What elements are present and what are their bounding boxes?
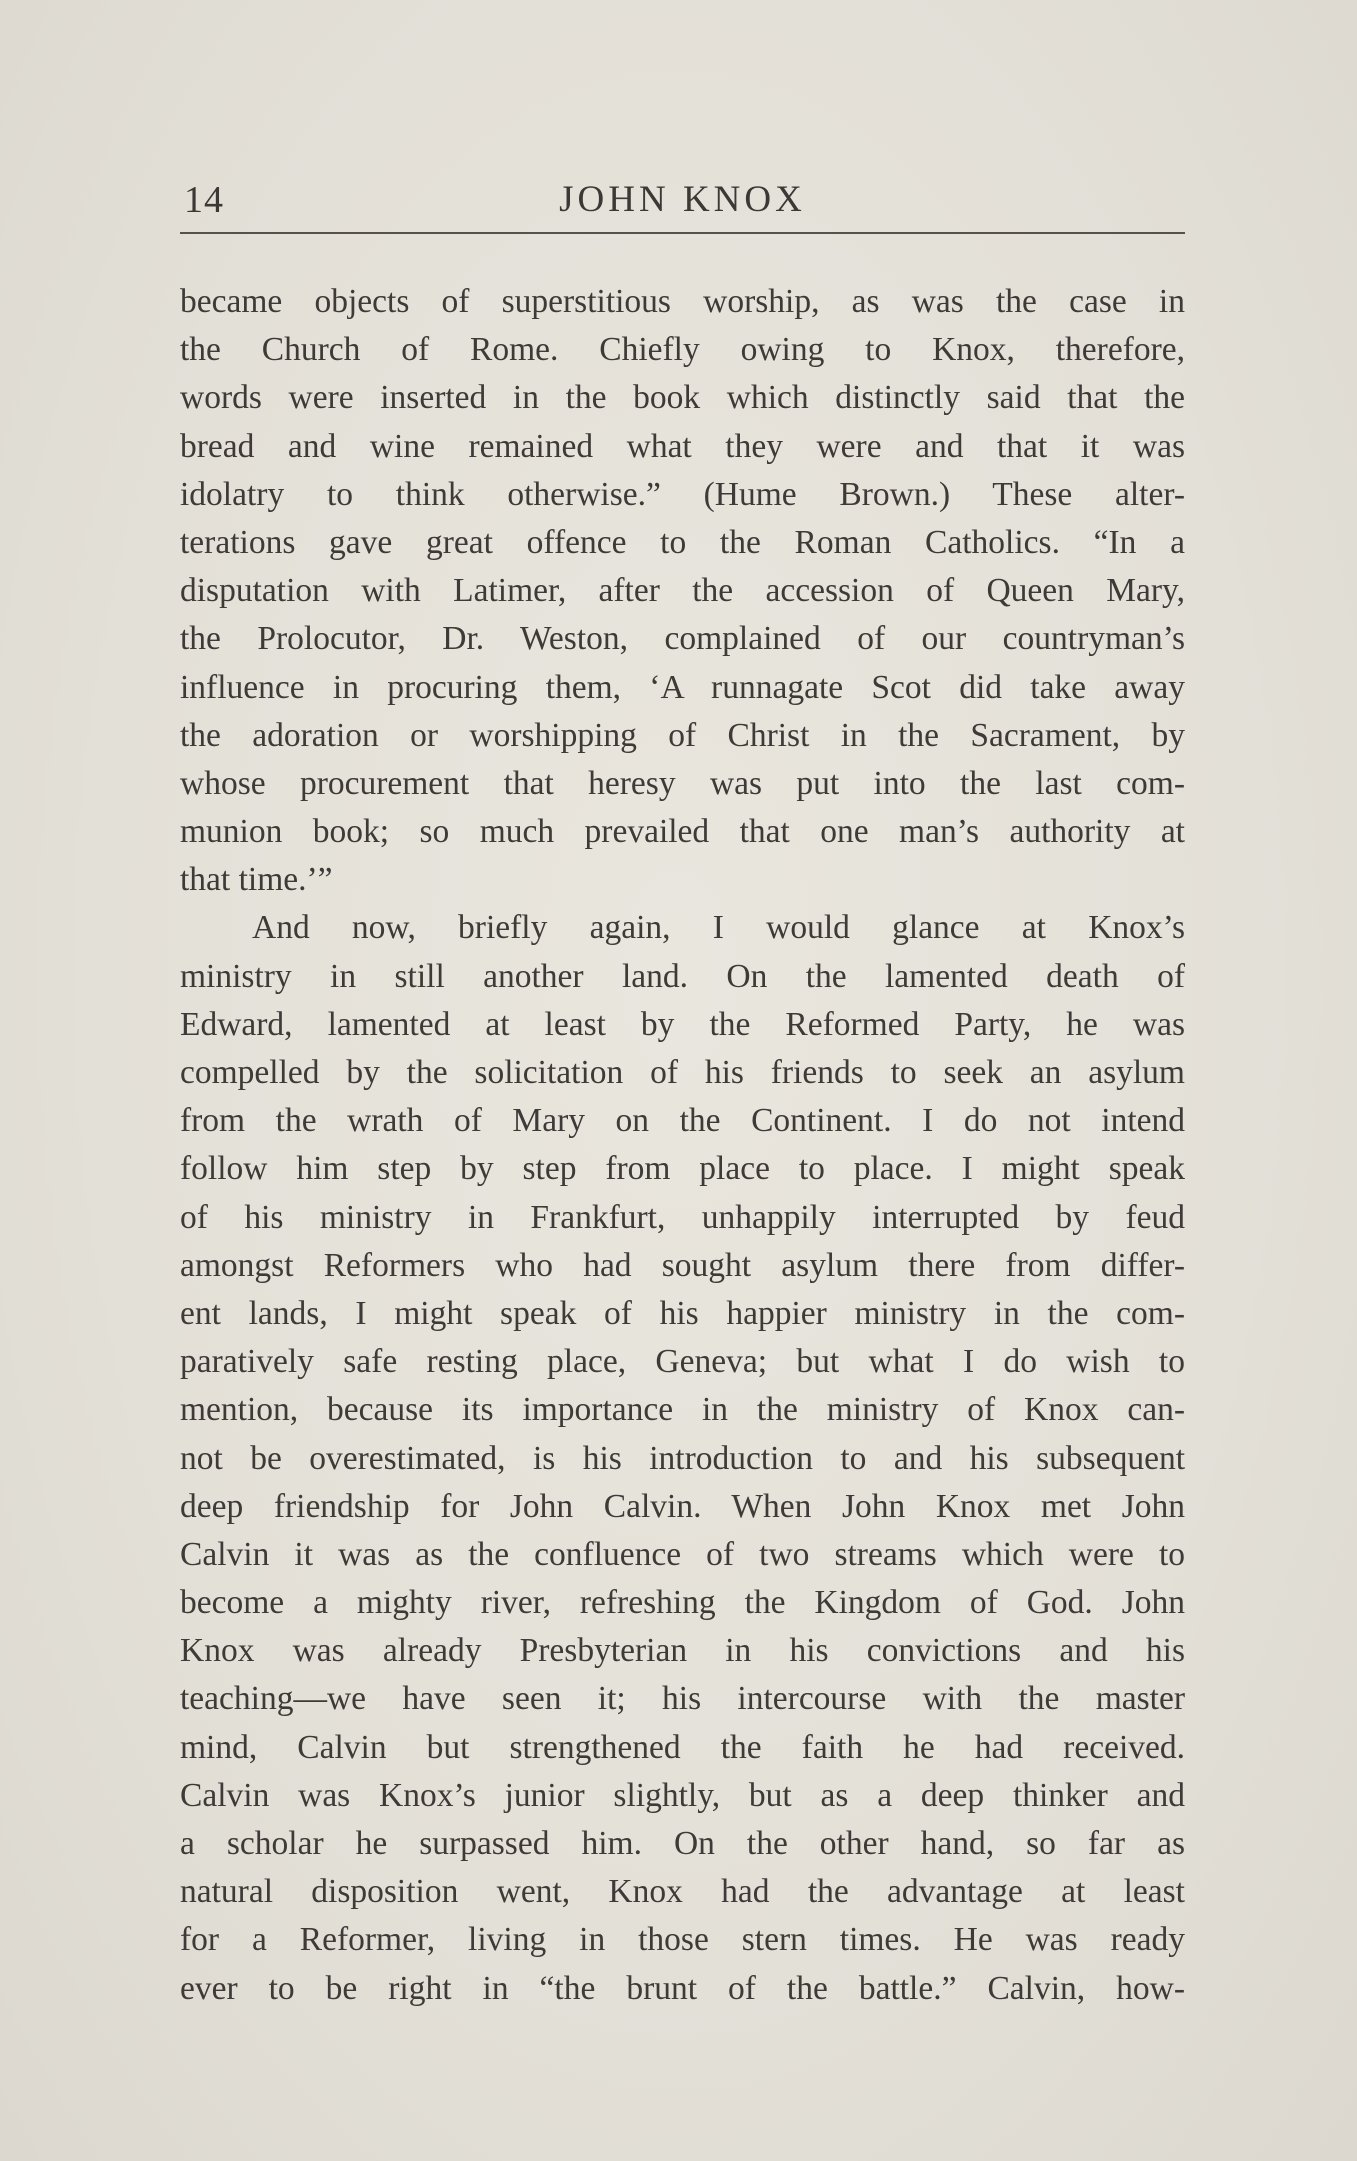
text-line: mind, Calvin but strengthened the faith he had received. [180, 1728, 1185, 1766]
text-line: ever to be right in “the brunt of the battle.” Calvin, how- [180, 1969, 1185, 2007]
text-line: ent lands, I might speak of his happier ministry in the com- [180, 1294, 1185, 1332]
text-line: deep friendship for John Calvin. When John Knox met John [180, 1487, 1185, 1525]
running-title: JOHN KNOX [559, 179, 806, 220]
running-header [180, 178, 1185, 226]
text-line: Edward, lamented at least by the Reformed Party, he was [180, 1005, 1185, 1043]
text-line: became objects of superstitious worship, as was the case in [180, 283, 1185, 320]
text-line: follow him step by step from place to place. I might speak [180, 1150, 1185, 1188]
text-line: Calvin it was as the confluence of two streams which were to [180, 1535, 1185, 1573]
text-line: from the wrath of Mary on the Continent. I do not intend [180, 1102, 1185, 1140]
text-line: disputation with Latimer, after the accession of Queen Mary, [180, 572, 1185, 610]
text-line: terations gave great offence to the Roman Catholics. “In a [180, 523, 1185, 561]
text-line: Knox was already Presbyterian in his convictions and his [180, 1632, 1185, 1670]
text-line: idolatry to think otherwise.” (Hume Brown.) These alter- [180, 475, 1185, 513]
text-line: for a Reformer, living in those stern times. He was ready [180, 1921, 1185, 1959]
text-line: Calvin was Knox’s junior slightly, but as a deep thinker and [180, 1776, 1185, 1814]
text-line: that time.’” [180, 861, 333, 899]
text-line: the Prolocutor, Dr. Weston, complained of our countryman’s [180, 620, 1185, 658]
text-line: And now, briefly again, I would glance at Knox’s [252, 909, 1185, 947]
text-line: compelled by the solicitation of his friends to seek an asylum [180, 1054, 1185, 1091]
text-line: ministry in still another land. On the lamented death of [180, 957, 1185, 995]
text-line: paratively safe resting place, Geneva; but what I do wish to [180, 1343, 1185, 1381]
text-line: of his ministry in Frankfurt, unhappily interrupted by feud [180, 1198, 1185, 1236]
text-line: influence in procuring them, ‘A runnagate Scot did take away [180, 668, 1185, 706]
text-line: bread and wine remained what they were and that it was [180, 427, 1185, 465]
text-line: mention, because its importance in the ministry of Knox can- [180, 1391, 1185, 1429]
text-line: words were inserted in the book which distinctly said that the [180, 379, 1185, 417]
text-line: teaching—we have seen it; his intercourse with the master [180, 1680, 1185, 1718]
page-number: 14 [184, 179, 224, 221]
text-line: a scholar he surpassed him. On the other hand, so far as [180, 1825, 1185, 1862]
text-line: the Church of Rome. Chiefly owing to Knox, therefore, [180, 331, 1185, 369]
text-line: become a mighty river, refreshing the Kingdom of God. John [180, 1584, 1185, 1622]
text-line: whose procurement that heresy was put into the last com- [180, 764, 1185, 802]
text-line: amongst Reformers who had sought asylum there from differ- [180, 1246, 1185, 1284]
body-text [180, 278, 1185, 2013]
text-line: munion book; so much prevailed that one man’s authority at [180, 813, 1185, 851]
header-rule [180, 232, 1185, 234]
text-line: natural disposition went, Knox had the advantage at least [180, 1873, 1185, 1911]
text-line: the adoration or worshipping of Christ in the Sacrament, by [180, 716, 1185, 754]
text-line: not be overestimated, is his introduction to and his subsequent [180, 1439, 1185, 1477]
